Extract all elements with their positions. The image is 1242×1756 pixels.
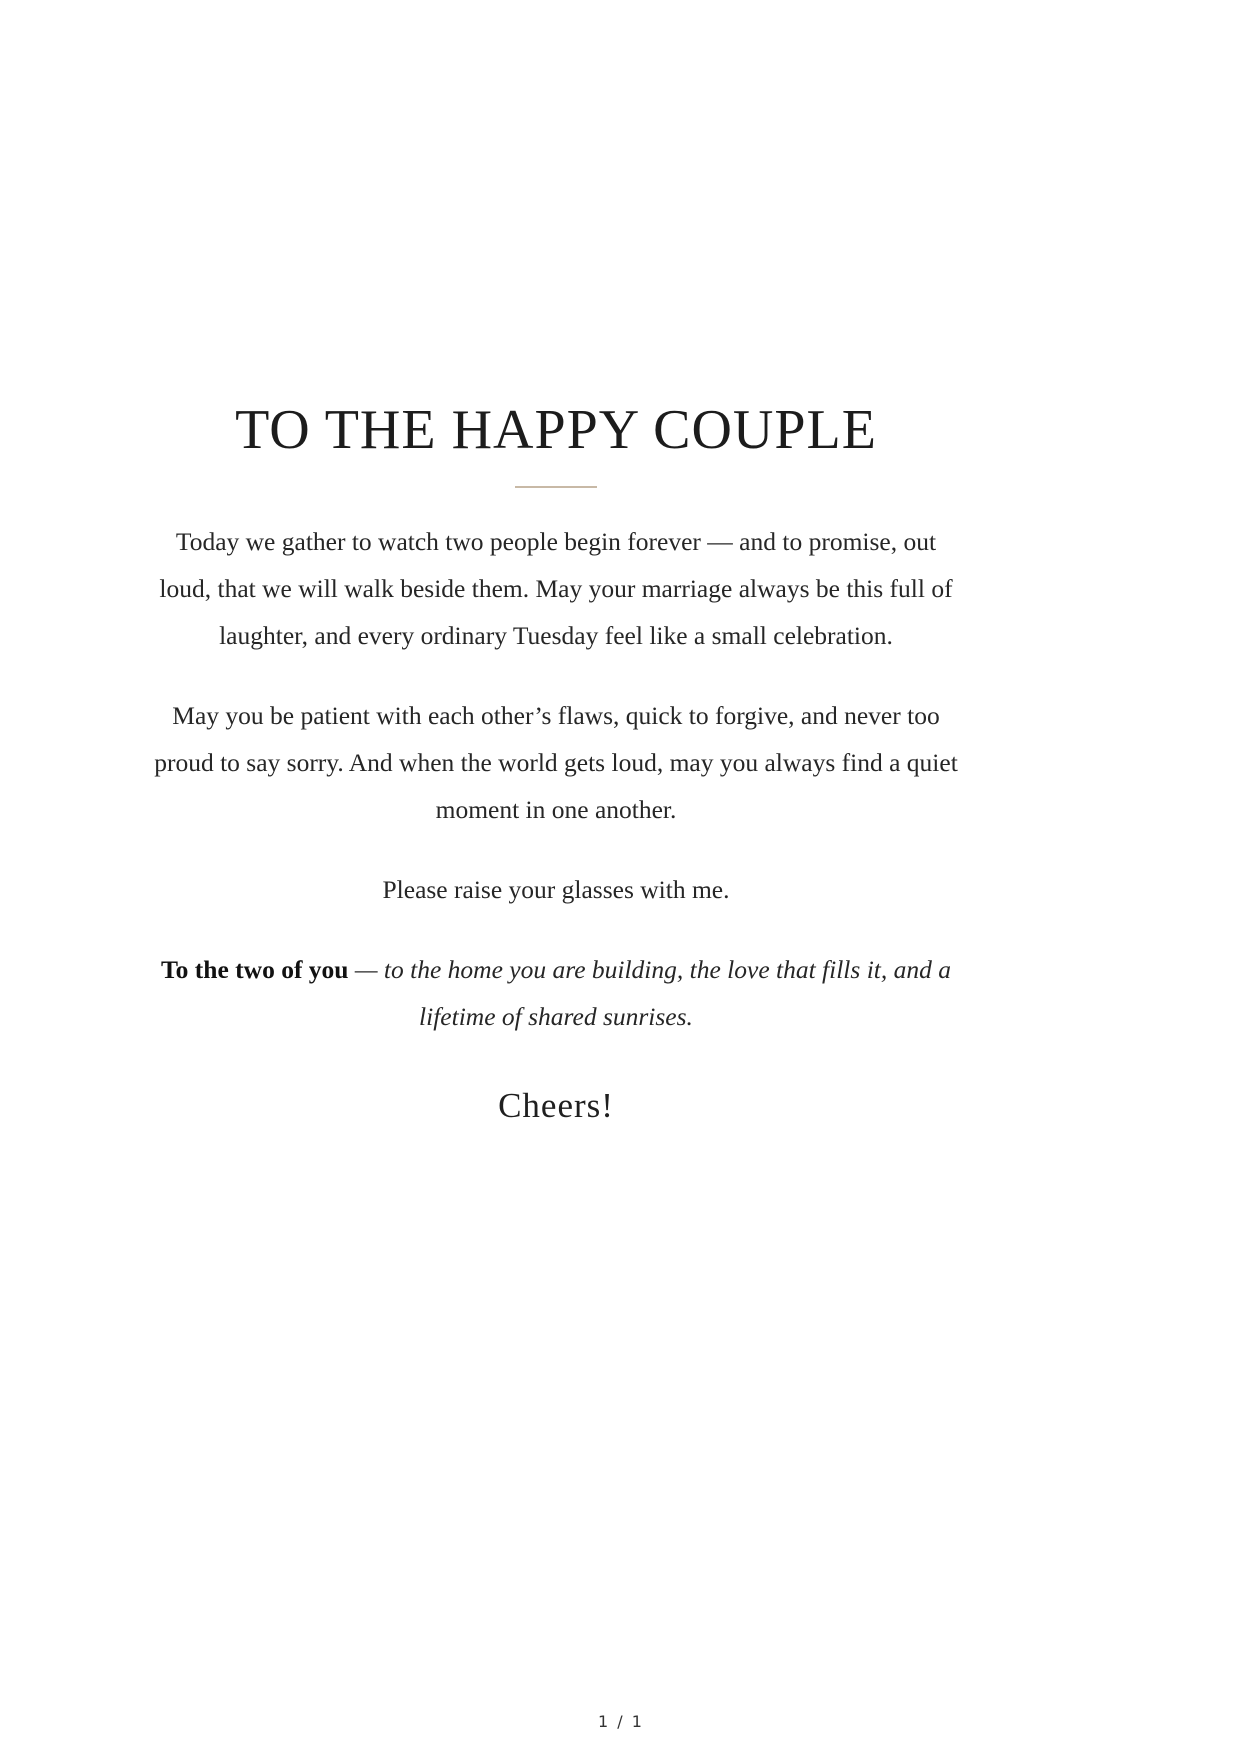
page-title: TO THE HAPPY COUPLE bbox=[235, 399, 877, 461]
toast-content bbox=[150, 395, 962, 1129]
toast-rest: — to the home you are building, the love that fills it, and a lifetime of shared sunrises. bbox=[348, 955, 951, 1031]
toast-lead: To the two of you bbox=[161, 955, 349, 984]
paragraph-opening: Today we gather to watch two people begin forever — and to promise, out loud, that we will walk beside them. May your marriage always be this full of laughter, and every ordinary Tuesday feel like a small celebration. bbox=[159, 527, 953, 650]
toast-line bbox=[150, 946, 962, 1040]
closing-cheers: Cheers! bbox=[498, 1086, 614, 1125]
page-number: 1 / 1 bbox=[598, 1712, 644, 1731]
paragraph-raise-glasses: Please raise your glasses with me. bbox=[382, 875, 730, 904]
paragraph-wishes: May you be patient with each other’s flaws, quick to forgive, and never too proud to say sorry. And when the world gets loud, may you always find a quiet moment in one another. bbox=[154, 701, 958, 824]
title-divider bbox=[515, 486, 597, 488]
